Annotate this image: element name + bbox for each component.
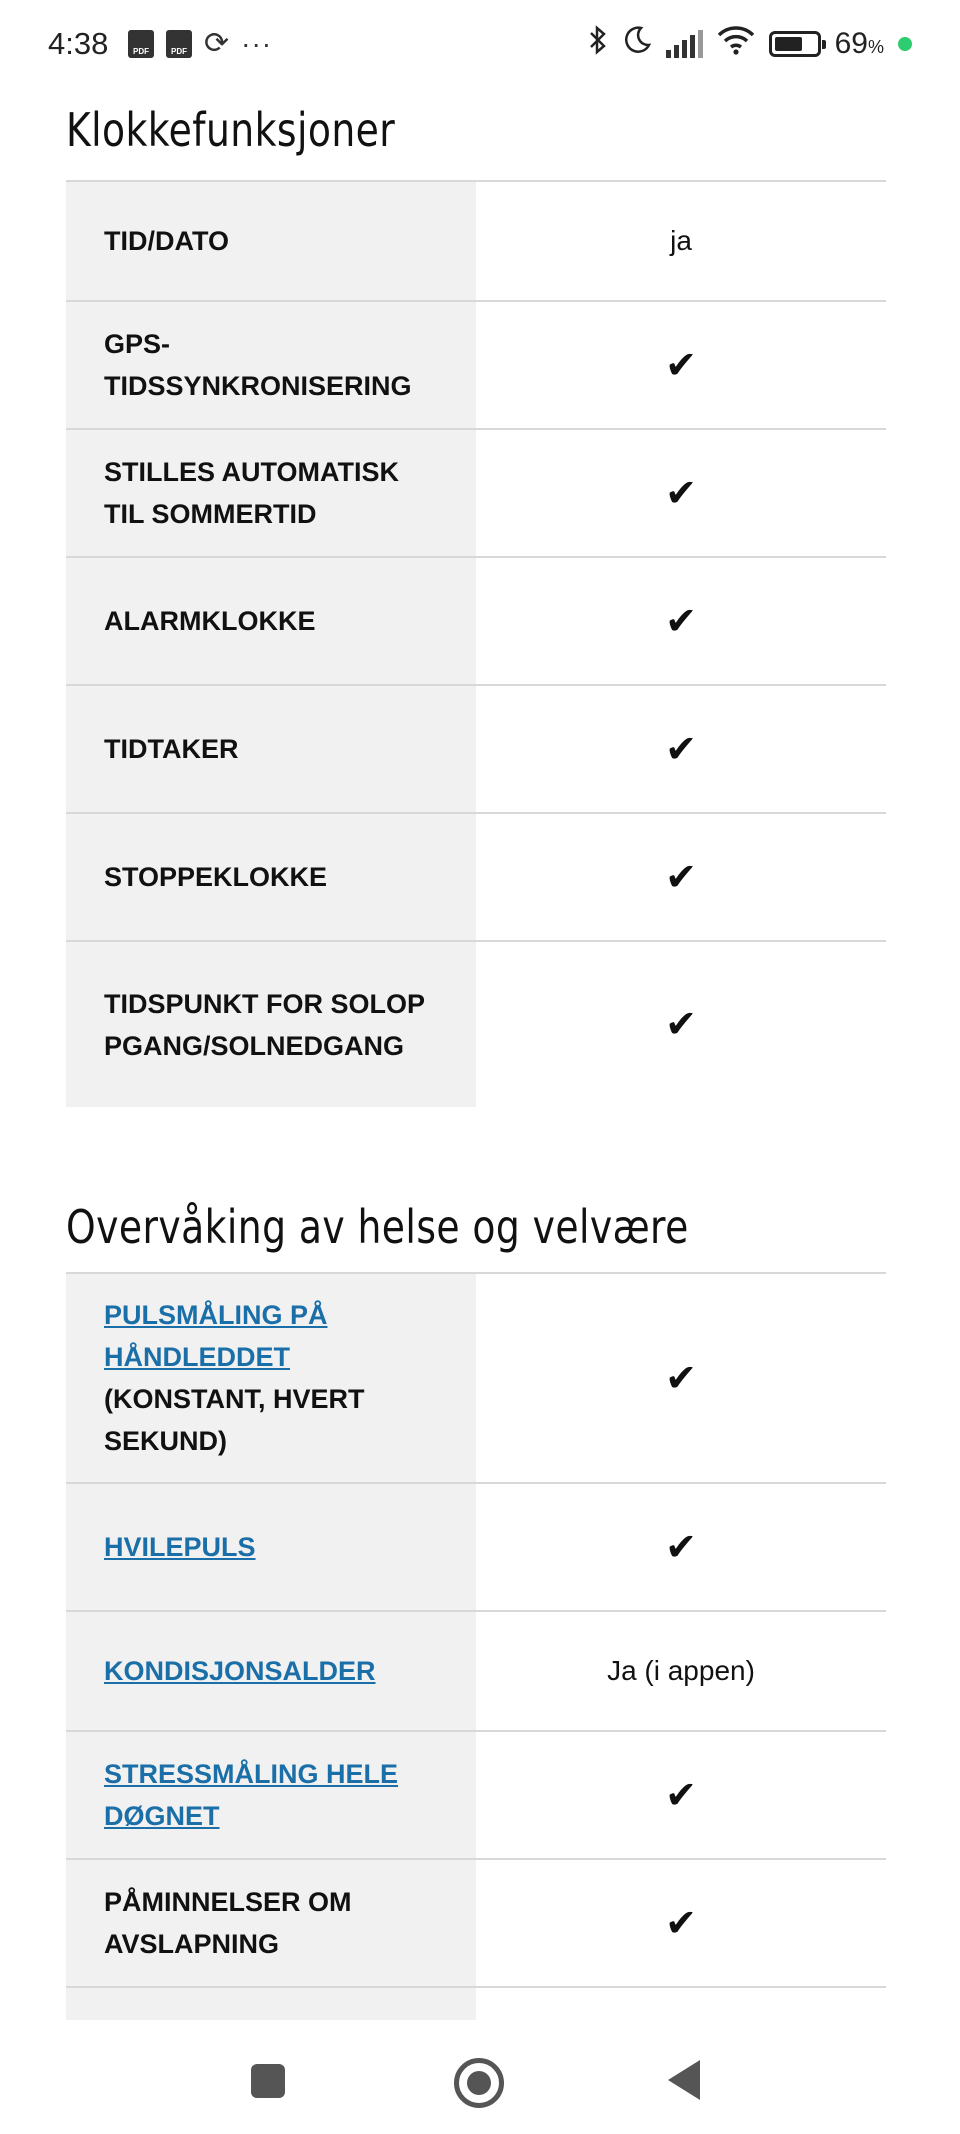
recents-button[interactable]	[251, 2064, 285, 2098]
check-icon: ✔	[476, 1859, 886, 1987]
check-icon: ✔	[476, 557, 886, 685]
table-row	[66, 1273, 886, 1483]
spec-content	[66, 80, 886, 2027]
row-label-extra: (KONSTANT, HVERT SEKUND)	[104, 1384, 365, 1456]
row-label: PÅMINNELSER OM AVSLAPNING	[66, 1859, 476, 1987]
row-label: TID/DATO	[66, 181, 476, 301]
check-icon: ✔	[476, 1483, 886, 1611]
section-title-clock: Klokkefunksjoner	[66, 103, 396, 157]
table-row	[66, 1859, 886, 1987]
system-nav-bar	[0, 2020, 960, 2134]
moon-icon	[622, 25, 652, 63]
table-row	[66, 429, 886, 557]
check-icon: ✔	[476, 685, 886, 813]
check-icon: ✔	[665, 1004, 697, 1046]
more-icon: ···	[241, 28, 273, 59]
row-label	[66, 1483, 476, 1611]
row-label	[66, 1611, 476, 1731]
check-icon: ✔	[476, 1731, 886, 1859]
system-icons	[588, 24, 912, 64]
row-value: ja	[476, 181, 886, 301]
home-button[interactable]	[454, 2058, 504, 2108]
sync-icon: ⟳	[204, 27, 230, 60]
battery-fill	[775, 37, 803, 51]
row-value: Ja (i appen)	[476, 1611, 886, 1731]
table-row	[66, 301, 886, 429]
section-header	[66, 1182, 886, 1272]
section-header	[66, 80, 886, 180]
row-label: GPS- TIDSSYNKRONISERING	[66, 301, 476, 429]
table-row	[66, 941, 886, 1107]
clock-features-table	[66, 180, 886, 1107]
check-icon: ✔	[476, 429, 886, 557]
battery-percent: 69%	[834, 27, 884, 60]
bluetooth-icon	[588, 24, 608, 64]
link-resting-hr[interactable]: HVILEPULS	[104, 1532, 256, 1562]
table-row	[66, 181, 886, 301]
link-fitness-age[interactable]: KONDISJONSALDER	[104, 1656, 376, 1686]
table-row	[66, 1611, 886, 1731]
status-bar	[0, 0, 960, 90]
wifi-icon	[717, 25, 755, 63]
section-title-health: Overvåking av helse og velvære	[66, 1200, 689, 1254]
table-row	[66, 813, 886, 941]
battery-icon	[769, 31, 821, 57]
check-icon: ✔	[476, 1273, 886, 1483]
pdf-icon: PDF	[166, 30, 192, 58]
table-row	[66, 685, 886, 813]
row-label: STOPPEKLOKKE	[66, 813, 476, 941]
check-icon: ✔	[476, 813, 886, 941]
table-row	[66, 1731, 886, 1859]
privacy-indicator-dot	[898, 37, 912, 51]
row-label	[66, 1731, 476, 1859]
row-label: ALARMKLOKKE	[66, 557, 476, 685]
signal-icon	[666, 30, 703, 58]
pdf-icon: PDF	[128, 30, 154, 58]
row-label	[66, 1273, 476, 1483]
row-label: STILLES AUTOMATISK TIL SOMMERTID	[66, 429, 476, 557]
link-stress[interactable]: STRESSMÅLING HELE DØGNET	[104, 1759, 399, 1831]
check-icon: ✔	[476, 301, 886, 429]
notification-icons	[128, 27, 273, 60]
table-row	[66, 1483, 886, 1611]
status-time: 4:38	[48, 26, 109, 61]
back-button[interactable]	[668, 2060, 700, 2100]
table-row	[66, 557, 886, 685]
row-label: TIDTAKER	[66, 685, 476, 813]
link-pulse-wrist[interactable]: PULSMÅLING PÅ HÅNDLEDDET	[104, 1300, 328, 1372]
health-table	[66, 1272, 886, 2027]
row-label: TIDSPUNKT FOR SOLOPPGANG/SOLNEDGANG	[66, 941, 476, 1107]
